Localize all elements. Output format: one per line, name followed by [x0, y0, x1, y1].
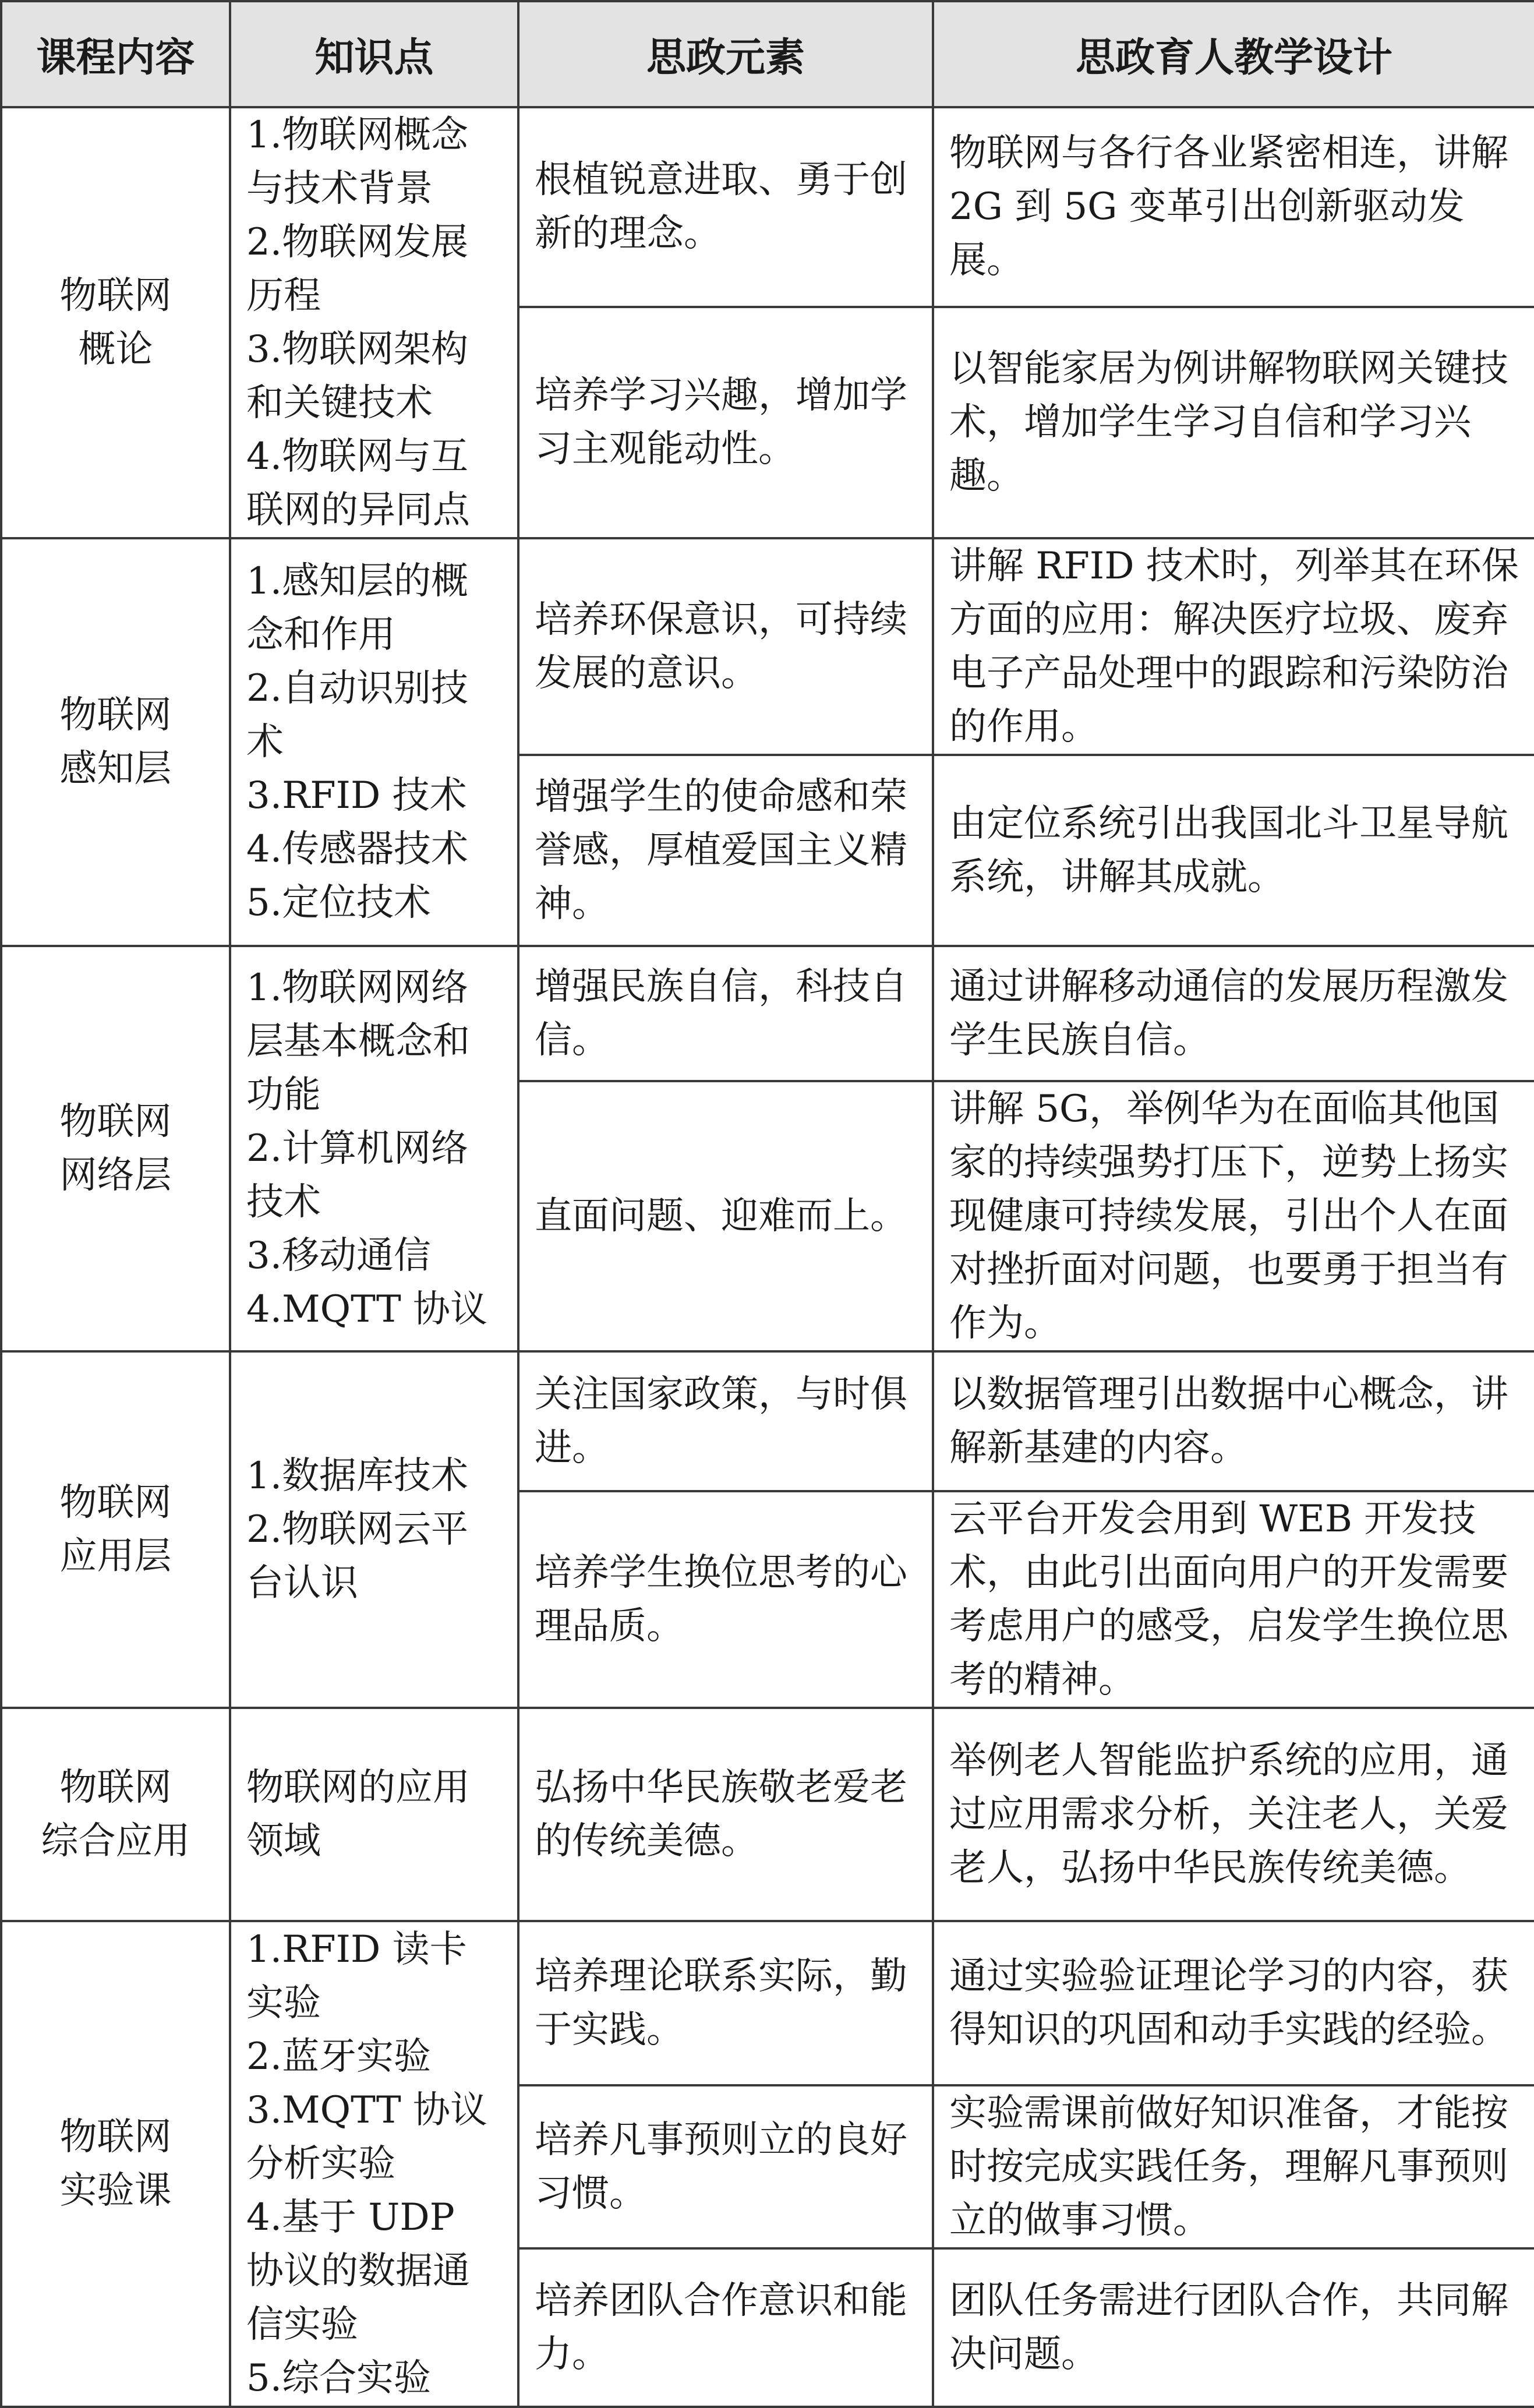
ideological-element: 培养环保意识，可持续发展的意识。: [518, 538, 933, 755]
table-row: [1, 1351, 1534, 1491]
knowledge-point: 4.MQTT 协议: [246, 1288, 487, 1331]
knowledge-points-cell: [230, 1921, 518, 2407]
knowledge-point: 1.RFID 读卡实验: [246, 1928, 467, 2025]
ideological-element: 直面问题、迎难而上。: [518, 1081, 933, 1351]
course-label-line: 应用层: [59, 1535, 172, 1578]
knowledge-points-cell: [230, 107, 518, 538]
header-ideological-elements: 思政元素: [518, 1, 933, 107]
course-label-line: 感知层: [59, 747, 172, 790]
course-label-line: 物联网: [59, 1481, 172, 1524]
table-row: [1, 107, 1534, 307]
knowledge-point: 3.物联网架构和关键技术: [246, 328, 469, 425]
teaching-design: 举例老人智能监护系统的应用，通过应用需求分析，关注老人，关爱老人，弘扬中华民族传统美德。: [933, 1708, 1534, 1921]
header-course-content: 课程内容: [1, 1, 230, 107]
knowledge-point: 3.移动通信: [246, 1234, 432, 1277]
course-label-line: 物联网: [59, 1100, 172, 1143]
ideological-element: 培养凡事预则立的良好习惯。: [518, 2085, 933, 2248]
course-cell: [1, 946, 230, 1351]
teaching-design: 物联网与各行各业紧密相连，讲解 2G 到 5G 变革引出创新驱动发展。: [933, 107, 1534, 307]
course-label-line: 物联网: [59, 694, 172, 737]
knowledge-point: 2.物联网发展历程: [246, 221, 469, 317]
course-label-line: 网络层: [59, 1154, 172, 1197]
knowledge-point: 2.蓝牙实验: [246, 2035, 432, 2078]
course-label-line: 概论: [78, 328, 153, 371]
ideological-element: 培养学习兴趣，增加学习主观能动性。: [518, 307, 933, 538]
knowledge-point: 1.数据库技术: [246, 1454, 469, 1498]
teaching-design: 通过实验验证理论学习的内容，获得知识的巩固和动手实践的经验。: [933, 1921, 1534, 2085]
knowledge-point: 2.自动识别技术: [246, 667, 469, 764]
ideological-element: 弘扬中华民族敬老爱老的传统美德。: [518, 1708, 933, 1921]
teaching-design: 通过讲解移动通信的发展历程激发学生民族自信。: [933, 946, 1534, 1081]
header-knowledge-points: 知识点: [230, 1, 518, 107]
knowledge-point: 1.物联网概念与技术背景: [246, 114, 469, 210]
ideological-element: 增强学生的使命感和荣誉感，厚植爱国主义精神。: [518, 755, 933, 946]
header-teaching-design: 思政育人教学设计: [933, 1, 1534, 107]
knowledge-point: 1.感知层的概念和作用: [246, 560, 469, 656]
ideological-element: 根植锐意进取、勇于创新的理念。: [518, 107, 933, 307]
knowledge-points-cell: [230, 538, 518, 946]
knowledge-points-cell: [230, 1708, 518, 1921]
course-cell: [1, 107, 230, 538]
knowledge-point: 2.计算机网络技术: [246, 1127, 469, 1224]
teaching-design: 由定位系统引出我国北斗卫星导航系统，讲解其成就。: [933, 755, 1534, 946]
knowledge-point: 4.物联网与互联网的异同点: [246, 435, 470, 532]
ideological-element: 关注国家政策，与时俱进。: [518, 1351, 933, 1491]
ideological-element: 培养学生换位思考的心理品质。: [518, 1491, 933, 1708]
knowledge-point: 5.定位技术: [246, 881, 432, 924]
knowledge-point: 2.物联网云平台认识: [246, 1508, 469, 1605]
table-row: [1, 538, 1534, 755]
knowledge-point: 物联网的应用领域: [246, 1766, 470, 1863]
ideological-element: 增强民族自信，科技自信。: [518, 946, 933, 1081]
teaching-design: 讲解 5G，举例华为在面临其他国家的持续强势打压下，逆势上扬实现健康可持续发展，引出个人在面对挫折面对问题，也要勇于担当有作为。: [933, 1081, 1534, 1351]
course-label-line: 实验课: [59, 2169, 172, 2212]
course-cell: [1, 1921, 230, 2407]
knowledge-point: 3.RFID 技术: [246, 774, 467, 817]
teaching-design: 以智能家居为例讲解物联网关键技术，增加学生学习自信和学习兴趣。: [933, 307, 1534, 538]
knowledge-point: 4.基于 UDP 协议的数据通信实验: [246, 2196, 470, 2346]
course-cell: [1, 538, 230, 946]
knowledge-points-cell: [230, 946, 518, 1351]
knowledge-point: 3.MQTT 协议分析实验: [246, 2089, 487, 2185]
course-label-line: 物联网: [59, 1766, 172, 1809]
course-label-line: 物联网: [59, 274, 172, 317]
course-label-line: 综合应用: [41, 1820, 190, 1863]
table-row: [1, 1921, 1534, 2085]
course-cell: [1, 1351, 230, 1708]
table-row: [1, 1708, 1534, 1921]
knowledge-point: 1.物联网网络层基本概念和功能: [246, 966, 470, 1117]
teaching-design: 实验需课前做好知识准备，才能按时按完成实践任务，理解凡事预则立的做事习惯。: [933, 2085, 1534, 2248]
teaching-design: 以数据管理引出数据中心概念，讲解新基建的内容。: [933, 1351, 1534, 1491]
knowledge-points-cell: [230, 1351, 518, 1708]
knowledge-point: 5.综合实验: [246, 2357, 432, 2400]
header-row: [1, 1, 1534, 107]
ideological-element: 培养理论联系实际，勤于实践。: [518, 1921, 933, 2085]
knowledge-point: 4.传感器技术: [246, 828, 469, 871]
teaching-design: 讲解 RFID 技术时，列举其在环保方面的应用：解决医疗垃圾、废弃电子产品处理中的跟踪和污染防治的作用。: [933, 538, 1534, 755]
course-label-line: 物联网: [59, 2116, 172, 2159]
teaching-design: 团队任务需进行团队合作，共同解决问题。: [933, 2248, 1534, 2407]
teaching-design: 云平台开发会用到 WEB 开发技术，由此引出面向用户的开发需要考虑用户的感受，启发学生换位思考的精神。: [933, 1491, 1534, 1708]
table-row: [1, 946, 1534, 1081]
ideological-element: 培养团队合作意识和能力。: [518, 2248, 933, 2407]
course-cell: [1, 1708, 230, 1921]
